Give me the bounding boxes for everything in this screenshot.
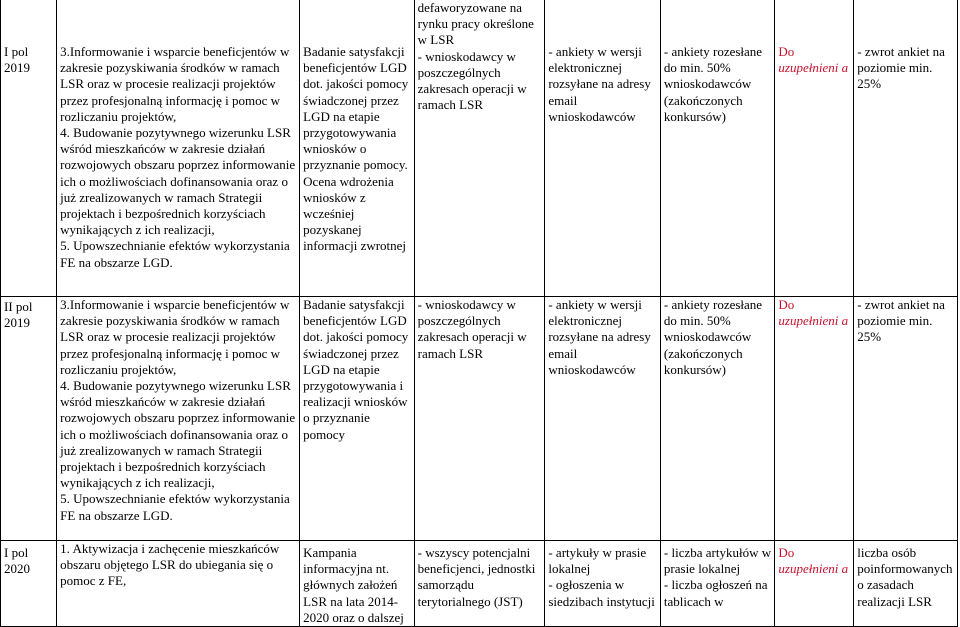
- indicator-text: - ankiety rozesłane do min. 50% wnioskodawców (zakończonych konkursów): [663, 297, 763, 377]
- actions-text: 3.Informowanie i wsparcie beneficjentów w zakresie pozyskiwania środków w ramach LSR oraz w procesie realizacji projektów przez profesjonalną informację i pomoc w rozliczaniu projektów, 4. Budowanie pozytywnego wizerunku LSR wśród mieszkańców w zakresie działań rozwojowych obszaru poprzez informowanie ich o możliwościach dofinansowania oraz o już zrealizowanych w ramach Strategii projektach i bezpośrednich korzyściach wynikających z ich realizacji, 5. Upowszechnianie efektów wykorzystania FE na obszarze LGD.: [60, 297, 296, 523]
- target-cell: [414, 541, 545, 627]
- target-text: - wnioskodawcy w poszczególnych zakresach operacji w ramach LSR: [417, 297, 527, 361]
- value-prefix: Do: [778, 545, 795, 560]
- period-cell: [1, 541, 57, 627]
- period-label: I pol 2019: [4, 44, 30, 76]
- goal-text: Badanie satysfakcji beneficjentów LGD dot. jakości pomocy świadczonej przez LGD na etapie przygotowywania wniosków o przyznanie pomocy. Ocena wdrożenia wniosków z wcześniej pozyskanej informacji zwrotnej: [303, 44, 409, 254]
- actions-cell: [57, 0, 300, 297]
- table-row: [1, 297, 958, 541]
- value-cell: [775, 541, 854, 627]
- target-cell: [414, 297, 545, 541]
- goal-cell: [300, 297, 414, 541]
- value-cell: [775, 0, 854, 297]
- value-prefix: Do: [778, 44, 795, 59]
- indicator-cell: [660, 297, 774, 541]
- actions-cell: [57, 297, 300, 541]
- means-text: - ankiety w wersji elektronicznej rozsyłane na adresy email wnioskodawców: [548, 44, 651, 124]
- goal-text: Badanie satysfakcji beneficjentów LGD dot. jakości pomocy świadczonej przez LGD na etapie przygotowywania i realizacji wniosków o przyznanie pomocy: [303, 297, 409, 442]
- value-cell: [775, 297, 854, 541]
- result-text: - zwrot ankiet na poziomie min. 25%: [857, 297, 945, 345]
- target-text: defaworyzowane na rynku pracy określone w LSR - wnioskodawcy w poszczególnych zakresach operacji w ramach LSR: [417, 0, 534, 113]
- means-cell: [545, 0, 661, 297]
- target-text: - wszyscy potencjalni beneficjenci, jednostki samorządu terytorialnego (JST): [417, 545, 536, 609]
- period-cell: [1, 0, 57, 297]
- table-row: [1, 541, 958, 627]
- means-text: - ankiety w wersji elektronicznej rozsyłane na adresy email wnioskodawców: [548, 297, 651, 377]
- result-text: liczba osób poinformowanych o zasadach realizacji LSR: [857, 545, 953, 609]
- goal-cell: [300, 541, 414, 627]
- period-label: II pol 2019: [4, 299, 33, 331]
- result-cell: [854, 541, 958, 627]
- goal-cell: [300, 0, 414, 297]
- actions-text: 3.Informowanie i wsparcie beneficjentów w zakresie pozyskiwania środków w ramach LSR oraz w procesie realizacji projektów przez profesjonalną informację i pomoc w rozliczaniu projektów, 4. Budowanie pozytywnego wizerunku LSR wśród mieszkańców w zakresie działań rozwojowych obszaru poprzez informowanie ich o możliwościach dofinansowania oraz o już zrealizowanych w ramach Strategii projektach i bezpośrednich korzyściach wynikających z ich realizacji, 5. Upowszechnianie efektów wykorzystania FE na obszarze LGD.: [60, 44, 296, 270]
- indicator-text: - ankiety rozesłane do min. 50% wnioskodawców (zakończonych konkursów): [663, 44, 763, 124]
- period-cell: [1, 297, 57, 541]
- period-label: I pol 2020: [4, 545, 30, 577]
- indicator-text: - liczba artykułów w prasie lokalnej - liczba ogłoszeń na tablicach w: [663, 545, 772, 609]
- means-cell: [545, 541, 661, 627]
- means-cell: [545, 297, 661, 541]
- result-text: - zwrot ankiet na poziomie min. 25%: [857, 44, 945, 92]
- goal-text: Kampania informacyjna nt. głównych założeń LSR na lata 2014-2020 oraz o dalszej: [303, 545, 404, 625]
- value-italic: uzupełnieni a: [778, 60, 849, 76]
- value-italic: uzupełnieni a: [778, 313, 849, 329]
- means-text: - artykuły w prasie lokalnej - ogłoszenia w siedzibach instytucji: [548, 545, 655, 609]
- actions-text: 1. Aktywizacja i zachęcenie mieszkańców obszaru objętego LSR do ubiegania się o pomoc z FE,: [60, 541, 280, 589]
- indicator-cell: [660, 0, 774, 297]
- result-cell: [854, 0, 958, 297]
- indicator-cell: [660, 541, 774, 627]
- table-row: [1, 0, 958, 297]
- result-cell: [854, 297, 958, 541]
- actions-cell: [57, 541, 300, 627]
- target-cell: [414, 0, 545, 297]
- value-prefix: Do: [778, 297, 795, 312]
- value-italic: uzupełnieni a: [778, 561, 849, 577]
